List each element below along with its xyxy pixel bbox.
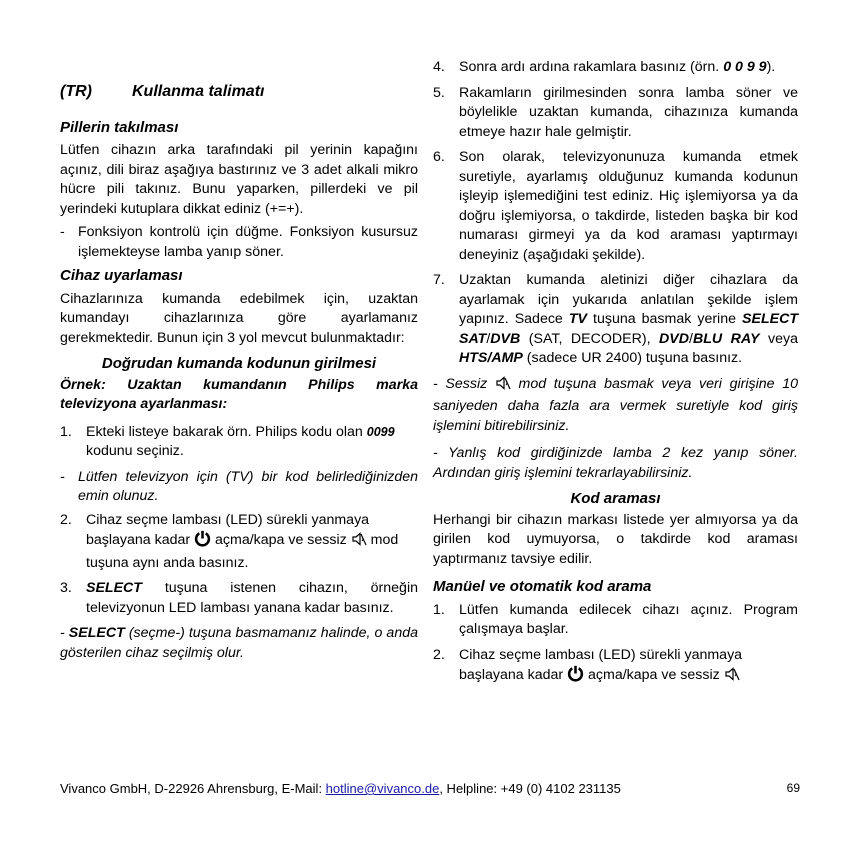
step4-text: Sonra ardı ardına rakamlara basınız (örn.: [459, 59, 720, 75]
item-number: 2.: [60, 511, 72, 528]
item-text: [459, 646, 798, 689]
footer-helpline: , Helpline: +49 (0) 4102 231135: [439, 781, 621, 796]
list-item-step4: [433, 58, 798, 78]
dash-marker: -: [60, 468, 65, 485]
step7-text-a: Uzaktan kumanda aletinizi diğer cihazlara da ayarlamak için yukarıda anlatılan şekilde işlem yapınız. Sadece: [459, 272, 798, 327]
step3-text: tuşuna istenen cihazın, örneğin televizyonun LED lambası yanana kadar basınız.: [86, 580, 418, 616]
step7-veya: veya: [768, 330, 798, 347]
item-text: Son olarak, televizyonunuza kumanda etmek suretiyle, ayarlamış olduğunuz kumanda kodunun işleyip işlemediğini test ediniz. Hiç işlemiyorsa ya da doğru işlemiyorsa, o takdirde, listeden başka bir kod numarası girmeyi ya da kod araması yaptırmayı deneyiniz (aşağıdaki şekilde).: [459, 149, 798, 263]
step7-text-d: (sadece UR 2400) tuşuna basınız.: [526, 350, 743, 366]
mute-note-b: mod tuşuna basmak veya veri girişine 10 saniyeden daha fazla ara vermek suretiyle kod giriş işlemini bitirebilirsiniz.: [433, 375, 798, 434]
list-item-step3: [60, 579, 418, 618]
item-number: 6.: [433, 149, 445, 165]
list-item-step6: [433, 148, 798, 265]
step7-text-c: (SAT, DECODER),: [528, 330, 651, 347]
item-number: 5.: [433, 84, 445, 101]
dash-marker: -: [60, 625, 65, 641]
step7-text-b: tuşuna basmak yerine: [593, 311, 736, 327]
tv-note: [60, 468, 418, 507]
wrong-note-text: Yanlış kod girdiğinizde lamba 2 kez yanıp söner. Ardından giriş işlemini tekrarlayabilirsiniz.: [433, 445, 798, 481]
heading-setup: Cihaz uyarlaması: [60, 267, 183, 284]
footer-contact: [60, 779, 621, 799]
item-text: Lütfen kumanda edilecek cihazı açınız. Program çalışmaya başlar.: [459, 601, 798, 637]
language-code: (TR): [60, 83, 92, 100]
email-link[interactable]: hotline@vivanco.de: [325, 781, 440, 796]
sat-key: SELECT SAT: [459, 311, 798, 347]
select-note-text: (seçme-) tuşuna basmamanız halinde, o anda gösterilen cihaz seçilmiş olur.: [60, 625, 418, 661]
dash-marker: -: [433, 375, 438, 392]
item-number: 4.: [433, 59, 445, 75]
dvd-key: DVD: [659, 330, 689, 347]
item-text: Uzaktan kumanda aletinizi diğer cihazlara da ayarlamak için yukarıda anlatılan şekilde işlem yapınız. Sadece TV tuşuna basmak yerine SELECT SAT/DVB (SAT, DECODER), DVD/BLU RAY veya HTS/AMP (sadece UR 2400) tuşuna basınız.: [459, 272, 798, 366]
list-item-step5: [433, 84, 798, 143]
m-step2-text-a: Cihaz seçme lambası (LED) sürekli yanmaya başlayana kadar: [459, 646, 743, 683]
page-number: 69: [786, 781, 800, 795]
item-number: 2.: [433, 646, 445, 663]
item-text: [86, 579, 418, 618]
item-number: 1.: [60, 423, 72, 440]
footer: [60, 779, 800, 799]
step4-end: ).: [766, 59, 776, 75]
mute-icon: [351, 531, 367, 554]
list-item-step7: [433, 271, 798, 369]
left-column: [60, 82, 418, 663]
mute-icon: [724, 666, 740, 689]
m-step2-text-b: açma/kapa ve sessiz: [588, 667, 720, 683]
function-note-text: Fonksiyon kontrolü için düğme. Fonksiyon kusursuz işlemekteyse lamba yanıp söner.: [78, 224, 418, 260]
list-item-step1: [60, 423, 418, 462]
wrong-code-note: [433, 444, 798, 483]
item-text: [86, 511, 418, 574]
step1-text-a: Ekteki listeye bakarak örn. Philips kodu olan: [86, 423, 363, 440]
search-paragraph: Herhangi bir cihazın markası listede yer almıyorsa ya da girilen kod uymuyorsa, o takdirde kod araması yaptırmanız tavsiye edilir.: [433, 511, 798, 567]
item-number: 7.: [433, 272, 445, 288]
heading-batteries: Pillerin takılması: [60, 118, 179, 136]
select-note-key: SELECT: [68, 625, 125, 641]
example-heading: Örnek: Uzaktan kumandanın Philips marka televizyona ayarlanması:: [60, 376, 418, 412]
tv-key: TV: [568, 311, 587, 327]
item-text: Rakamların girilmesinden sonra lamba söner ve böylelikle uzaktan kumanda, cihazınıza kumanda etmeye hazır hale gelmiştir.: [459, 84, 798, 140]
step2-text-b: açma/kapa ve sessiz: [215, 532, 347, 548]
list-item-step2: [60, 511, 418, 574]
hts-key: HTS/AMP: [459, 350, 523, 366]
dvb-key: DVB: [490, 330, 521, 347]
heading-manual-search: Manüel ve otomatik kod arama: [433, 578, 652, 595]
step1-text-b: kodunu seçiniz.: [86, 443, 184, 459]
item-number: 1.: [433, 601, 445, 618]
item-text: [459, 58, 798, 78]
step4-code: 0 0 9 9: [723, 59, 767, 75]
step2-text-a: Cihaz seçme lambası (LED) sürekli yanmaya başlayana kadar: [86, 511, 370, 548]
heading-code-search: Kod araması: [570, 490, 661, 507]
select-note: [60, 624, 418, 663]
mute-note: [433, 375, 798, 437]
dash-marker: -: [60, 224, 65, 240]
step1-code: 0099: [366, 424, 395, 439]
footer-company: Vivanco GmbH, D-22926 Ahrensburg, E-Mail:: [60, 781, 326, 796]
list-item-m2: [433, 646, 798, 689]
item-text: [86, 423, 418, 462]
function-note: [60, 223, 418, 262]
heading-direct-code: Doğrudan kumanda kodunun girilmesi: [101, 355, 377, 372]
title-text: Kullanma talimatı: [132, 83, 265, 100]
dash-marker: -: [433, 445, 438, 461]
right-column: [433, 58, 798, 695]
setup-paragraph: Cihazlarınıza kumanda edebilmek için, uzaktan kumandayı cihazlarınıza göre ayarlamanız gerekmektedir. Bunun için 3 yol mevcut bulunmaktadır:: [60, 290, 418, 346]
power-icon: [567, 665, 584, 689]
power-icon: [194, 530, 211, 554]
batteries-paragraph: Lütfen cihazın arka tarafındaki pil yerinin kapağını açınız, dili biraz aşağıya bastırınız ve 3 adet alkali mikro hücre pili takınız. Bunu yaparken, pillerdeki ve pil yerindeki kutuplara dikkat ediniz (+=+).: [60, 142, 418, 217]
select-key: SELECT: [86, 580, 142, 596]
bluray-key: BLU RAY: [692, 330, 760, 347]
page-title: [60, 82, 418, 102]
mute-note-a: Sessiz: [445, 375, 488, 392]
list-item-m1: [433, 601, 798, 640]
step2-text-c: mod tuşuna aynı anda basınız.: [86, 532, 399, 571]
tv-note-text: Lütfen televizyon için (TV) bir kod belirlediğinizden emin olunuz.: [78, 468, 418, 504]
item-number: 3.: [60, 580, 72, 596]
mute-icon: [495, 375, 511, 398]
